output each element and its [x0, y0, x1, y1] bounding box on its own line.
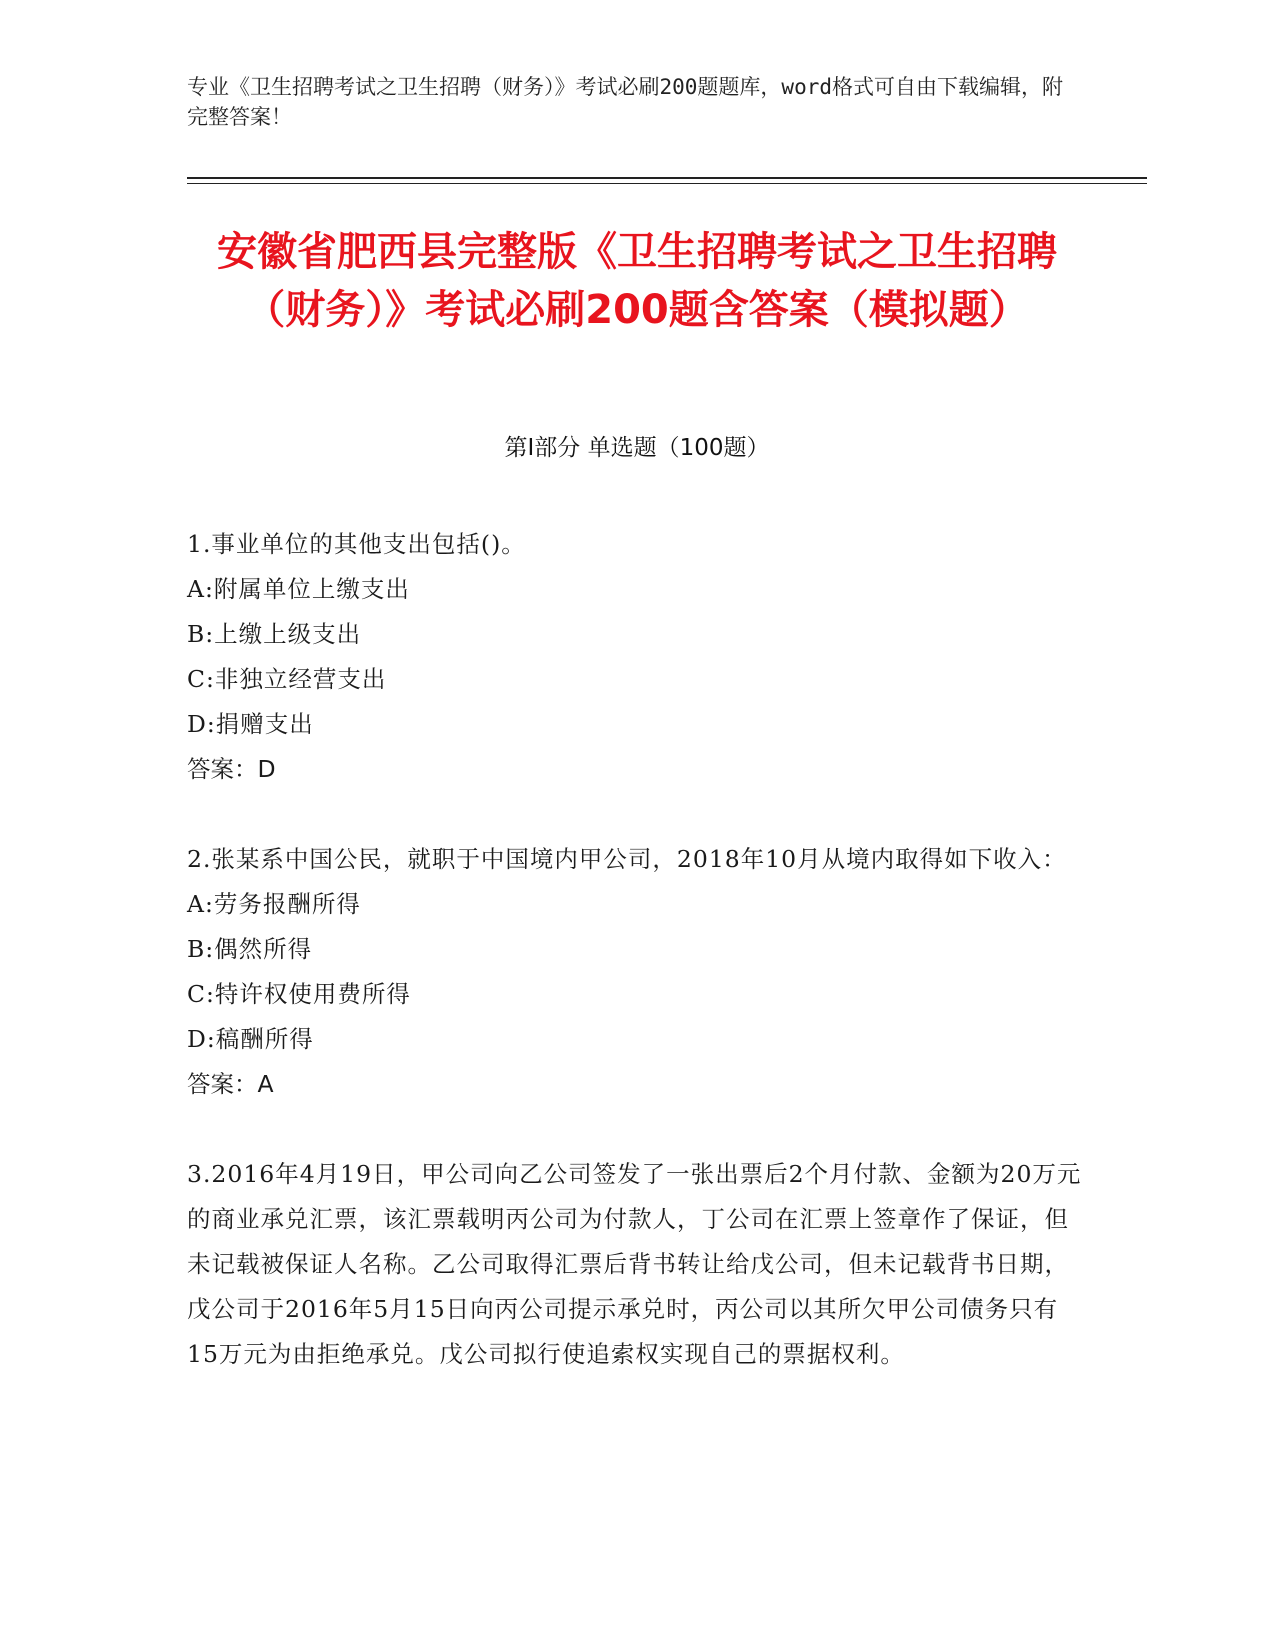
- question-1-option-b: B:上缴上级支出: [187, 620, 362, 648]
- question-1-option-a: A:附属单位上缴支出: [187, 575, 410, 603]
- header-note: 专业《卫生招聘考试之卫生招聘（财务）》考试必刷200题题库，word格式可自由下载编辑，附完整答案！: [187, 75, 1063, 129]
- question-1-answer: 答案：D: [187, 755, 276, 783]
- section-title: 第I部分 单选题（100题）: [504, 435, 770, 461]
- question-1: [187, 522, 1087, 792]
- question-3-text: 3.2016年4月19日，甲公司向乙公司签发了一张出票后2个月付款、金额为20万元的商业承兑汇票，该汇票载明丙公司为付款人，丁公司在汇票上签章作了保证，但未记载被保证人名称。乙公司取得汇票后背书转让给戊公司，但未记载背书日期，戊公司于2016年5月15日向丙公司提示承兑时，丙公司以其所欠甲公司债务只有15万元为由拒绝承兑。戊公司拟行使追索权实现自己的票据权利。: [187, 1160, 1082, 1368]
- question-2: [187, 837, 1087, 1107]
- question-2-option-d: D:稿酬所得: [187, 1025, 314, 1053]
- question-2-option-b: B:偶然所得: [187, 935, 313, 963]
- question-2-answer: 答案：A: [187, 1070, 274, 1098]
- question-2-text: 2.张某系中国公民，就职于中国境内甲公司，2018年10月从境内取得如下收入：: [187, 845, 1067, 873]
- question-1-option-c: C:非独立经营支出: [187, 665, 387, 693]
- question-list: [187, 522, 1087, 1422]
- document-title: 安徽省肥西县完整版《卫生招聘考试之卫生招聘（财务）》考试必刷200题含答案（模拟题）: [217, 229, 1057, 333]
- question-1-text: 1.事业单位的其他支出包括()。: [187, 530, 526, 558]
- header-rule-thick: [187, 177, 1147, 179]
- question-2-option-c: C:特许权使用费所得: [187, 980, 411, 1008]
- question-2-option-a: A:劳务报酬所得: [187, 890, 361, 918]
- question-1-option-d: D:捐赠支出: [187, 710, 314, 738]
- header-rule-thin: [187, 183, 1147, 184]
- question-3: [187, 1152, 1087, 1377]
